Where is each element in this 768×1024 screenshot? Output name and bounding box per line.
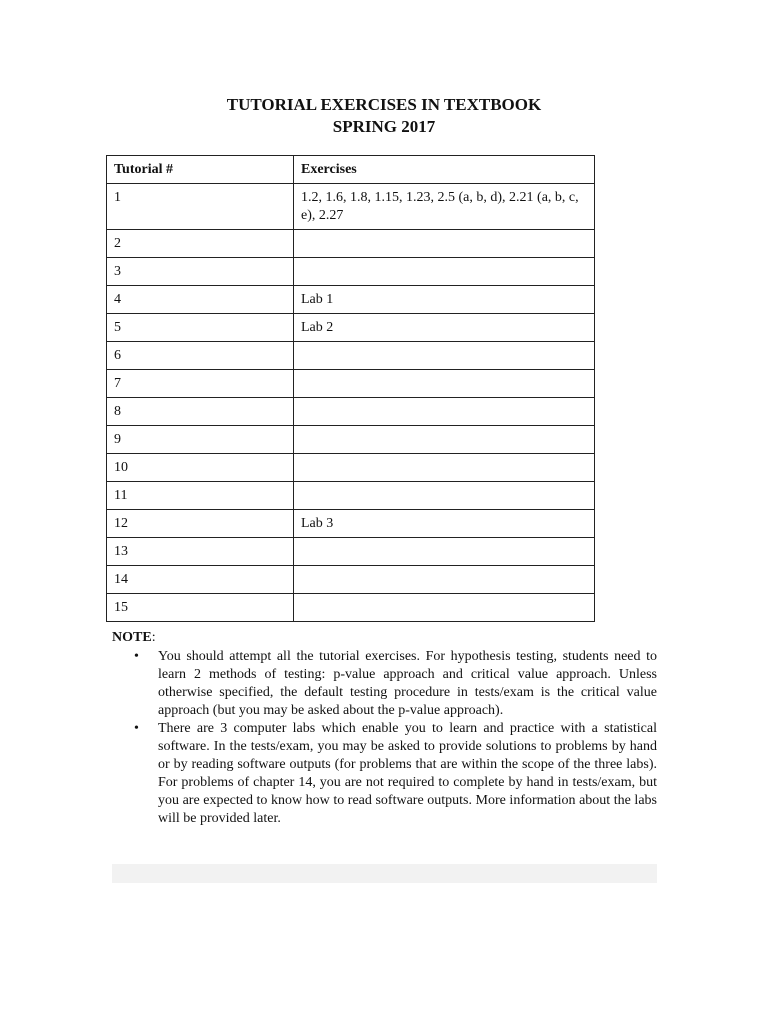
tutorial-number-cell: 5 [107, 314, 294, 342]
tutorial-number-cell: 13 [107, 538, 294, 566]
note-section [112, 629, 657, 828]
tutorial-number-cell: 14 [107, 566, 294, 594]
exercises-cell [294, 566, 595, 594]
table-row [107, 482, 595, 510]
table-row [107, 538, 595, 566]
exercises-cell: 1.2, 1.6, 1.8, 1.15, 1.23, 2.5 (a, b, d), 2.21 (a, b, c, e), 2.27 [294, 184, 595, 230]
note-list-item [112, 720, 657, 828]
note-list-item [112, 648, 657, 720]
exercises-cell [294, 370, 595, 398]
exercises-cell [294, 230, 595, 258]
exercises-cell [294, 258, 595, 286]
note-heading: NOTE [112, 630, 152, 645]
table-row [107, 426, 595, 454]
bullet-icon: • [134, 721, 139, 736]
table-row [107, 184, 595, 230]
note-list [112, 648, 657, 828]
exercises-cell [294, 426, 595, 454]
exercises-cell [294, 594, 595, 622]
tutorial-number-cell: 7 [107, 370, 294, 398]
tutorial-number-cell: 11 [107, 482, 294, 510]
table-row [107, 370, 595, 398]
table-row [107, 566, 595, 594]
column-header-tutorial: Tutorial # [107, 156, 294, 184]
tutorial-number-cell: 3 [107, 258, 294, 286]
table-row [107, 230, 595, 258]
bullet-icon: • [134, 649, 139, 664]
table-row [107, 258, 595, 286]
table-row [107, 510, 595, 538]
exercises-cell: Lab 1 [294, 286, 595, 314]
table-row [107, 314, 595, 342]
note-heading-colon: : [151, 630, 156, 645]
tutorial-number-cell: 4 [107, 286, 294, 314]
tutorial-table [106, 155, 595, 622]
tutorial-number-cell: 15 [107, 594, 294, 622]
exercises-cell [294, 538, 595, 566]
exercises-cell [294, 454, 595, 482]
table-row [107, 286, 595, 314]
document-title: TUTORIAL EXERCISES IN TEXTBOOK [226, 95, 542, 114]
column-header-exercises: Exercises [294, 156, 595, 184]
tutorial-number-cell: 9 [107, 426, 294, 454]
table-row [107, 398, 595, 426]
note-item-text: There are 3 computer labs which enable you to learn and practice with a statistical software. In the tests/exam, you may be asked to provide solutions to problems by hand or by reading software outputs (for problems that are within the scope of the three labs). For problems of chapter 14, you are not required to complete by hand in tests/exam, but you are expected to know how to read software outputs. More information about the labs will be provided later. [158, 721, 657, 826]
table-row [107, 342, 595, 370]
document-subtitle: SPRING 2017 [332, 117, 436, 136]
table-row [107, 594, 595, 622]
table-row [107, 454, 595, 482]
tutorial-number-cell: 12 [107, 510, 294, 538]
tutorial-number-cell: 6 [107, 342, 294, 370]
table-header-row [107, 156, 595, 184]
exercises-cell [294, 342, 595, 370]
page-footer-bar [112, 864, 657, 883]
note-item-text: You should attempt all the tutorial exercises. For hypothesis testing, students need to learn 2 methods of testing: p-value approach and critical value approach. Unless otherwise specified, the default testing procedure in tests/exam is the critical value approach (but you may be asked about the p-value approach). [158, 649, 657, 718]
tutorial-number-cell: 8 [107, 398, 294, 426]
exercises-cell: Lab 3 [294, 510, 595, 538]
tutorial-number-cell: 10 [107, 454, 294, 482]
exercises-cell: Lab 2 [294, 314, 595, 342]
tutorial-number-cell: 2 [107, 230, 294, 258]
note-heading-line [112, 629, 657, 647]
exercises-cell [294, 398, 595, 426]
exercises-cell [294, 482, 595, 510]
tutorial-number-cell: 1 [107, 184, 294, 230]
